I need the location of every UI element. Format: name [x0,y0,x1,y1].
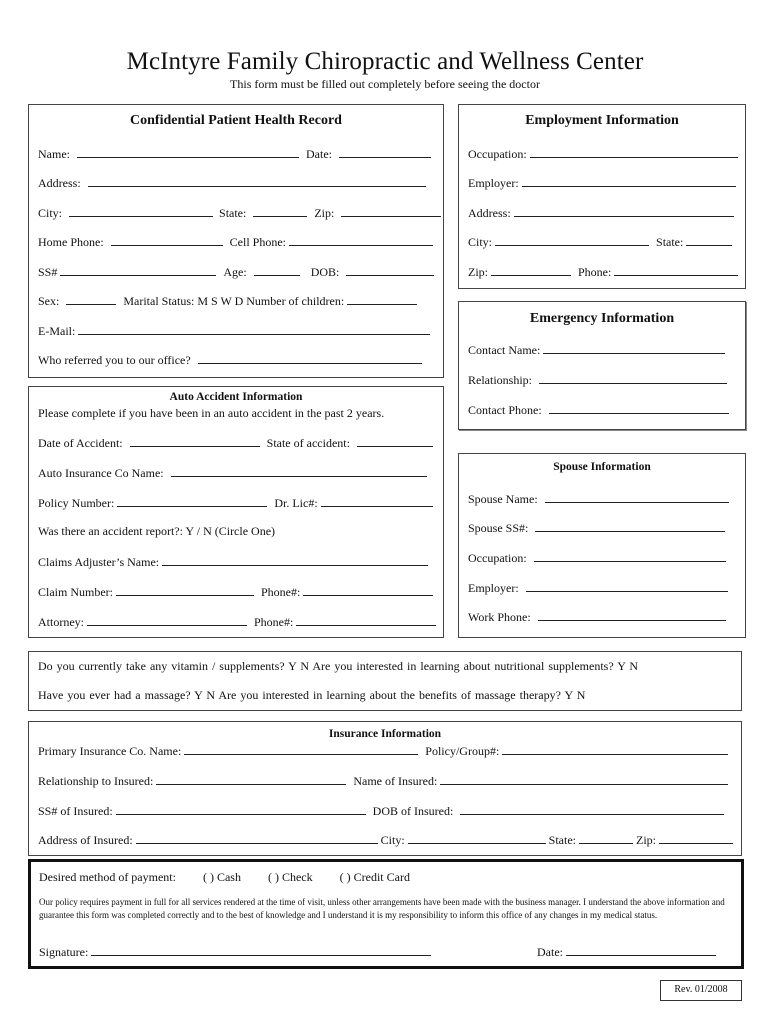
emergency-section [458,301,746,430]
home-phone-field[interactable] [111,234,223,246]
insured-zip-label: Zip: [636,833,656,847]
primary-insurance-field[interactable] [184,743,418,755]
address-insured-field[interactable] [136,832,378,844]
spouse-name-field[interactable] [545,491,729,503]
spouse-employer-field[interactable] [526,580,728,592]
cell-phone-label: Cell Phone: [229,235,287,249]
spouse-name-label: Spouse Name: [468,492,538,506]
spouse-occupation-field[interactable] [534,550,726,562]
occupation-field[interactable] [530,146,738,158]
emp-address-field[interactable] [514,205,734,217]
contact-phone-label: Contact Phone: [468,403,542,417]
spouse-occupation-row [468,550,726,565]
check-option[interactable]: ( ) Check [267,870,313,884]
insurance-section [28,721,742,856]
marital-status-label: Marital Status: M S W D Number of children: [123,294,345,308]
spouse-work-phone-row [468,609,726,624]
insured-state-label: State: [548,833,576,847]
primary-insurance-row [38,743,728,758]
auto-accident-section [28,386,444,638]
dob-field[interactable] [346,264,434,276]
signature-date-label: Date: [537,945,563,959]
claim-number-field[interactable] [116,584,254,596]
attorney-field[interactable] [87,614,247,626]
employment-section [458,104,746,289]
patient-record-section [28,104,444,378]
occupation-row [468,146,738,161]
name-row [38,146,431,161]
auto-insurance-label: Auto Insurance Co Name: [38,466,164,480]
emp-city-row [468,234,732,249]
payment-row [39,870,410,884]
ss-insured-row [38,803,724,818]
dr-lic-label: Dr. Lic#: [274,496,318,510]
patient-record-title: Confidential Patient Health Record [130,113,342,128]
claim-phone-label: Phone#: [261,585,301,599]
policy-number-row [38,495,433,510]
auto-accident-title: Auto Accident Information [169,391,303,403]
spouse-title: Spouse Information [553,461,651,473]
spouse-work-phone-field[interactable] [538,609,726,621]
attorney-phone-label: Phone#: [254,615,294,629]
relationship-insured-field[interactable] [156,773,346,785]
phone-row [38,234,433,249]
spouse-employer-row [468,580,728,595]
state-field[interactable] [253,205,307,217]
policy-group-field[interactable] [502,743,728,755]
contact-name-label: Contact Name: [468,343,541,357]
cash-option[interactable]: ( ) Cash [202,870,241,884]
claim-phone-field[interactable] [303,584,433,596]
contact-name-field[interactable] [543,342,725,354]
policy-number-label: Policy Number: [38,496,115,510]
spouse-work-phone-label: Work Phone: [468,610,531,624]
signature-date-field[interactable] [566,944,716,956]
ss-insured-field[interactable] [116,803,366,815]
emp-address-label: Address: [468,206,511,220]
emp-state-field[interactable] [686,234,732,246]
payment-section [28,859,744,969]
signature-date-row [537,944,716,959]
zip-label: Zip: [314,206,335,220]
claims-adjuster-row [38,554,428,569]
credit-card-option[interactable]: ( ) Credit Card [339,870,410,884]
age-label: Age: [223,265,247,279]
spouse-occupation-label: Occupation: [468,551,527,565]
policy-number-field[interactable] [117,495,267,507]
contact-phone-field[interactable] [549,402,729,414]
policy-group-label: Policy/Group#: [425,744,500,758]
date-label: Date: [306,147,332,161]
claims-adjuster-field[interactable] [162,554,428,566]
emergency-title: Emergency Information [529,311,675,326]
signature-label: Signature: [39,945,89,959]
home-phone-label: Home Phone: [38,235,104,249]
accident-report-label[interactable]: Was there an accident report?: Y / N (Circle One) [38,524,276,538]
relationship-label: Relationship: [468,373,532,387]
claim-number-label: Claim Number: [38,585,113,599]
signature-row [39,944,431,959]
spouse-employer-label: Employer: [468,581,519,595]
spouse-ss-field[interactable] [535,520,725,532]
email-field[interactable] [78,323,430,335]
employer-label: Employer: [468,176,519,190]
attorney-row [38,614,436,629]
name-field[interactable] [77,146,299,158]
spouse-ss-row [468,520,725,535]
supplements-section [28,651,742,711]
contact-name-row [468,342,725,357]
employer-field[interactable] [522,175,736,187]
city-field[interactable] [69,205,213,217]
supplements-question[interactable]: Do you currently take any vitamin / supplements? Y N Are you interested in learning about nutritional supplements? Y N [38,659,639,673]
dob-label: DOB: [310,265,340,279]
payment-policy-text: Our policy requires payment in full for all services rendered at the time of visit, unless other arrangements have been made with the business manager. I understand the above information and guarantee this form was completed correctly and to the best of knowledge and I understand it is my responsibility to inform this office of any changes in my medical status. [39,897,725,920]
emp-phone-label: Phone: [578,265,612,279]
address-label: Address: [38,176,81,190]
sex-field[interactable] [66,293,116,305]
accident-date-label: Date of Accident: [38,436,123,450]
dr-lic-field[interactable] [321,495,433,507]
emp-address-row [468,205,734,220]
relationship-row [468,372,727,387]
spouse-name-row [468,491,729,506]
relationship-insured-label: Relationship to Insured: [38,774,154,788]
city-label: City: [38,206,63,220]
insured-city-field[interactable] [408,832,546,844]
relationship-field[interactable] [539,372,727,384]
emp-zip-field[interactable] [491,264,571,276]
accident-state-field[interactable] [357,435,433,447]
dob-insured-label: DOB of Insured: [372,804,454,818]
ss-label: SS# [38,265,58,279]
age-field[interactable] [254,264,300,276]
referred-label: Who referred you to our office? [38,353,191,367]
claim-number-row [38,584,433,599]
address-insured-row [38,832,733,847]
email-row [38,323,430,338]
accident-date-field[interactable] [130,435,260,447]
sex-row [38,293,417,308]
claims-adjuster-label: Claims Adjuster’s Name: [38,555,160,569]
employment-title: Employment Information [525,113,679,128]
insured-state-field[interactable] [579,832,633,844]
emp-zip-label: Zip: [468,265,488,279]
email-label: E-Mail: [38,324,76,338]
form-title: McIntyre Family Chiropractic and Wellness Center [126,48,644,75]
emp-city-field[interactable] [495,234,649,246]
insured-city-label: City: [380,833,405,847]
emp-phone-field[interactable] [614,264,738,276]
name-label: Name: [38,147,70,161]
form-subtitle: This form must be filled out completely before seeing the doctor [230,77,540,91]
emp-zip-row [468,264,738,279]
primary-insurance-label: Primary Insurance Co. Name: [38,744,182,758]
city-row [38,205,441,220]
accident-report-row [38,524,275,538]
occupation-label: Occupation: [468,147,527,161]
ss-insured-label: SS# of Insured: [38,804,113,818]
relationship-insured-row [38,773,728,788]
name-of-insured-label: Name of Insured: [353,774,438,788]
address-insured-label: Address of Insured: [38,833,133,847]
massage-question[interactable]: Have you ever had a massage? Y N Are you interested in learning about the benefits of massage therapy? Y N [38,688,586,702]
accident-state-label: State of accident: [266,436,350,450]
dob-insured-field[interactable] [460,803,724,815]
attorney-label: Attorney: [38,615,84,629]
address-row [38,175,426,190]
emp-city-label: City: [468,235,493,249]
accident-date-row [38,435,433,450]
address-field[interactable] [88,175,426,187]
date-field[interactable] [339,146,431,158]
auto-note: Please complete if you have been in an auto accident in the past 2 years. [38,406,385,420]
referred-row [38,352,422,367]
spouse-ss-label: Spouse SS#: [468,521,529,535]
signature-field[interactable] [91,944,431,956]
auto-insurance-row [38,465,427,480]
cell-phone-field[interactable] [289,234,433,246]
attorney-phone-field[interactable] [296,614,436,626]
referred-field[interactable] [198,352,422,364]
auto-insurance-field[interactable] [171,465,427,477]
revision-label: Rev. 01/2008 [660,980,742,1001]
employer-row [468,175,736,190]
zip-field[interactable] [341,205,441,217]
ss-field[interactable] [60,264,216,276]
insurance-title: Insurance Information [328,728,442,740]
children-field[interactable] [347,293,417,305]
emp-state-label: State: [656,235,684,249]
state-label: State: [219,206,247,220]
ss-row [38,264,434,279]
name-of-insured-field[interactable] [440,773,728,785]
spouse-section [458,453,746,638]
payment-method-label: Desired method of payment: [39,870,176,884]
contact-phone-row [468,402,729,417]
insured-zip-field[interactable] [659,832,733,844]
sex-label: Sex: [38,294,60,308]
